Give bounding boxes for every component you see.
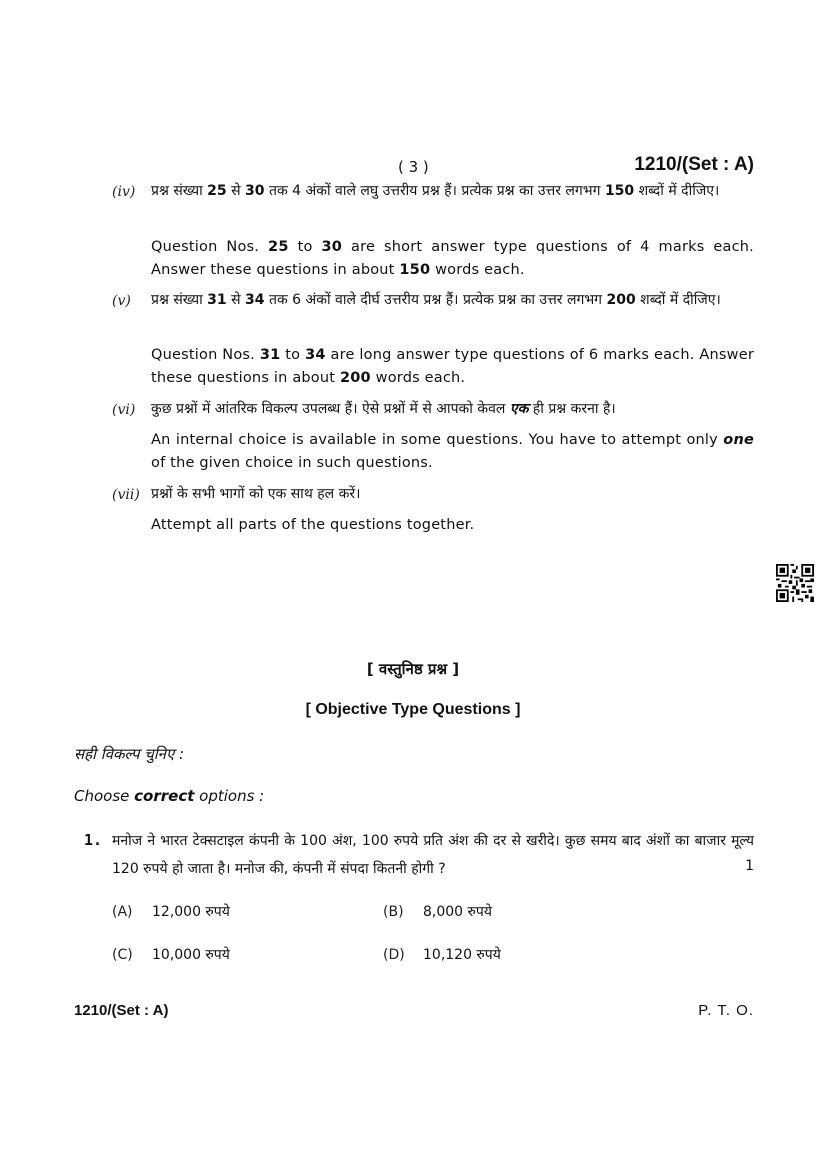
option-c[interactable] bbox=[112, 945, 230, 964]
footer-set-code: 1210/(Set : A) bbox=[74, 1002, 169, 1019]
instruction-english: Question Nos. 31 to 34 are long answer type questions of 6 marks each. Answer these questions in about 200 words each. bbox=[151, 347, 754, 386]
instruction-english: Question Nos. 25 to 30 are short answer type questions of 4 marks each. Answer these questions in about 150 words each. bbox=[151, 239, 754, 278]
choose-instruction-english: Choose correct options : bbox=[74, 787, 265, 805]
instruction-hindi: प्रश्नों के सभी भागों को एक साथ हल करें। bbox=[151, 486, 361, 502]
instruction-hindi: प्रश्न संख्या 25 से 30 तक 4 अंकों वाले लघु उत्तरीय प्रश्न हैं। प्रत्येक प्रश्न का उत्तर लगभग 150 शब्दों में दीजिए। bbox=[151, 183, 720, 199]
option-label: (C) bbox=[112, 947, 133, 963]
instruction-number: (iv) bbox=[112, 184, 136, 200]
set-code-header: 1210/(Set : A) bbox=[634, 154, 754, 175]
option-text: 12,000 रुपये bbox=[152, 904, 230, 920]
page-number: ( 3 ) bbox=[398, 158, 429, 176]
option-text: 8,000 रुपये bbox=[423, 904, 492, 920]
footer-pto: P. T. O. bbox=[698, 1002, 754, 1019]
section-title-hindi: [ वस्तुनिष्ठ प्रश्न ] bbox=[366, 660, 460, 678]
instruction-english: An internal choice is available in some questions. You have to attempt only one of the given choice in such questions. bbox=[151, 432, 754, 471]
choose-instruction-hindi: सही विकल्प चुनिए : bbox=[74, 745, 185, 763]
instruction-number: (vii) bbox=[112, 487, 140, 503]
instruction-number: (v) bbox=[112, 293, 131, 309]
option-text: 10,120 रुपये bbox=[423, 947, 501, 963]
option-label: (B) bbox=[383, 904, 404, 920]
qr-code-icon bbox=[776, 564, 814, 602]
instruction-english: Attempt all parts of the questions together. bbox=[151, 517, 475, 533]
option-b[interactable] bbox=[383, 902, 492, 921]
option-label: (D) bbox=[383, 947, 405, 963]
option-text: 10,000 रुपये bbox=[152, 947, 230, 963]
option-d[interactable] bbox=[383, 945, 501, 964]
question-marks: 1 bbox=[745, 858, 754, 874]
question-text: मनोज ने भारत टेक्सटाइल कंपनी के 100 अंश, 100 रुपये प्रति अंश की दर से खरीदे। कुछ समय बाद अंशों का बाजार मूल्य 120 रुपये हो जाता है। मनोज की, कंपनी में संपदा कितनी होगी ? bbox=[112, 833, 754, 877]
question-number: 1. bbox=[84, 831, 103, 849]
instruction-number: (vi) bbox=[112, 402, 136, 418]
section-title-english: [ Objective Type Questions ] bbox=[305, 701, 521, 718]
option-a[interactable] bbox=[112, 902, 230, 921]
option-label: (A) bbox=[112, 904, 133, 920]
instruction-hindi: कुछ प्रश्नों में आंतरिक विकल्प उपलब्ध हैं। ऐसे प्रश्नों में से आपको केवल एक ही प्रश्न करना है। bbox=[151, 401, 616, 417]
instruction-hindi: प्रश्न संख्या 31 से 34 तक 6 अंकों वाले दीर्घ उत्तरीय प्रश्न हैं। प्रत्येक प्रश्न का उत्तर लगभग 200 शब्दों में दीजिए। bbox=[151, 292, 721, 308]
